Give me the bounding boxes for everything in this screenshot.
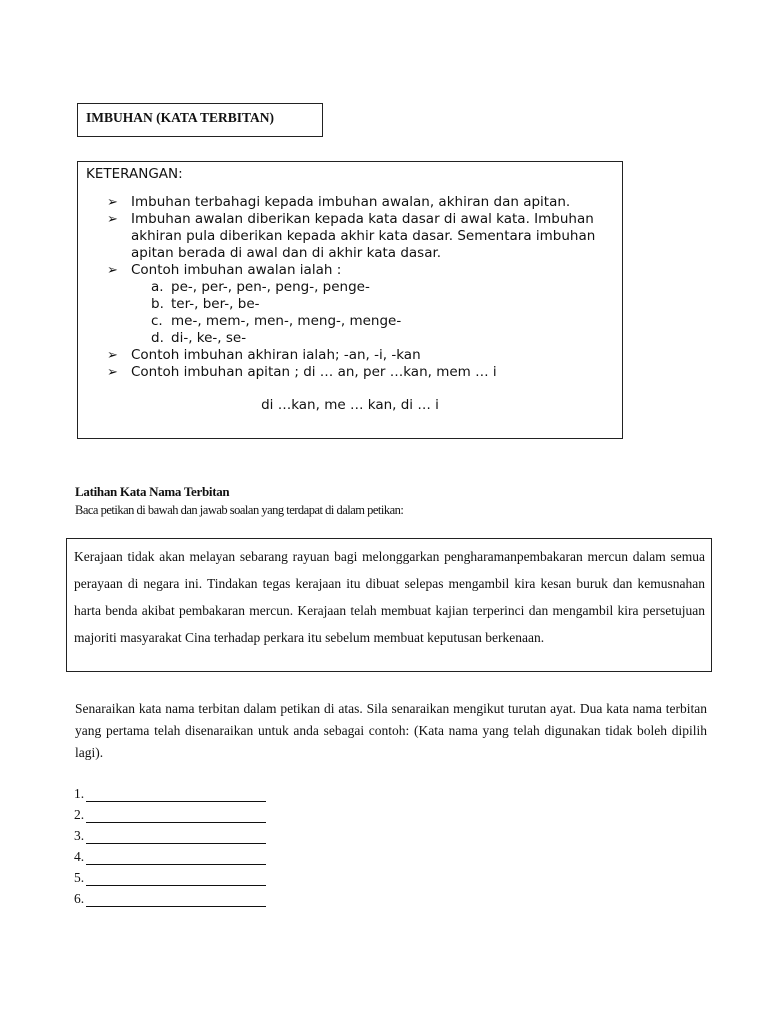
list-item: ➢ Contoh imbuhan apitan ; di … an, per …kan, mem … i <box>107 364 497 380</box>
arrow-bullet-icon: ➢ <box>107 348 118 363</box>
answer-blank[interactable] <box>86 808 266 823</box>
answer-line[interactable]: 6. <box>74 886 266 907</box>
answer-blank[interactable] <box>86 892 266 907</box>
answer-blank[interactable] <box>86 829 266 844</box>
keterangan-heading: KETERANGAN: <box>86 166 183 182</box>
answer-blank[interactable] <box>86 871 266 886</box>
example-item: c. me-, mem-, men-, meng-, menge- <box>151 313 402 329</box>
awalan-examples <box>131 279 607 347</box>
passage-box <box>66 538 712 672</box>
title-box <box>77 103 323 137</box>
answer-line[interactable]: 5. <box>74 865 266 886</box>
arrow-bullet-icon: ➢ <box>107 212 118 227</box>
passage-text: Kerajaan tidak akan melayan sebarang rayuan bagi melonggarkan pengharamanpembakaran mercun dalam semua perayaan di negara ini. Tindakan tegas kerajaan itu dibuat selepas mengambil kira kesan buruk dan kemusnahan harta benda akibat pembakaran mercun. Kerajaan telah membuat kajian terperinci dan mengambil kira persetujuan majoriti masyarakat Cina terhadap perkara itu sebelum membuat keputusan berkenaan. <box>74 549 705 645</box>
answer-blank[interactable] <box>86 787 266 802</box>
list-item: ➢ Contoh imbuhan akhiran ialah; -an, -i, -kan <box>107 347 421 363</box>
example-item: b. ter-, ber-, be- <box>151 296 260 312</box>
answer-list <box>74 781 266 907</box>
page-title: IMBUHAN (KATA TERBITAN) <box>86 110 275 125</box>
answer-line[interactable]: 3. <box>74 823 266 844</box>
arrow-bullet-icon: ➢ <box>107 195 118 210</box>
keterangan-box <box>77 161 623 439</box>
section-subtitle: Baca petikan di bawah dan jawab soalan yang terdapat di dalam petikan: <box>75 503 404 517</box>
arrow-bullet-icon: ➢ <box>107 365 118 380</box>
answer-line[interactable]: 2. <box>74 802 266 823</box>
apitan-extra-examples: di …kan, me … kan, di … i <box>261 397 439 413</box>
list-item: ➢ Imbuhan terbahagi kepada imbuhan awalan, akhiran dan apitan. <box>107 194 571 210</box>
answer-line[interactable]: 4. <box>74 844 266 865</box>
answer-blank[interactable] <box>86 850 266 865</box>
answer-line[interactable]: 1. <box>74 781 266 802</box>
keterangan-list <box>107 194 607 381</box>
list-item: ➢ Imbuhan awalan diberikan kepada kata dasar di awal kata. Imbuhan akhiran pula diberikan kepada akhir kata dasar. Sementara imbuhan apitan berada di awal dan di akhir kata dasar. <box>107 211 596 261</box>
instruction-text: Senaraikan kata nama terbitan dalam petikan di atas. Sila senaraikan mengikut turutan ayat. Dua kata nama terbitan yang pertama telah disenaraikan untuk anda sebagai contoh: (Kata nama yang telah digunakan tidak boleh dipilih lagi). <box>75 701 707 760</box>
arrow-bullet-icon: ➢ <box>107 263 118 278</box>
section-title: Latihan Kata Nama Terbitan <box>75 484 230 499</box>
example-item: a. pe-, per-, pen-, peng-, penge- <box>151 279 370 295</box>
example-item: d. di-, ke-, se- <box>151 330 247 346</box>
list-item: ➢ Contoh imbuhan awalan ialah : a. pe-, per-, pen-, peng-, penge- b. ter-, ber-, be- c. me-, mem-, men-, meng-, menge- d. di-, ke-, se- <box>107 262 607 347</box>
